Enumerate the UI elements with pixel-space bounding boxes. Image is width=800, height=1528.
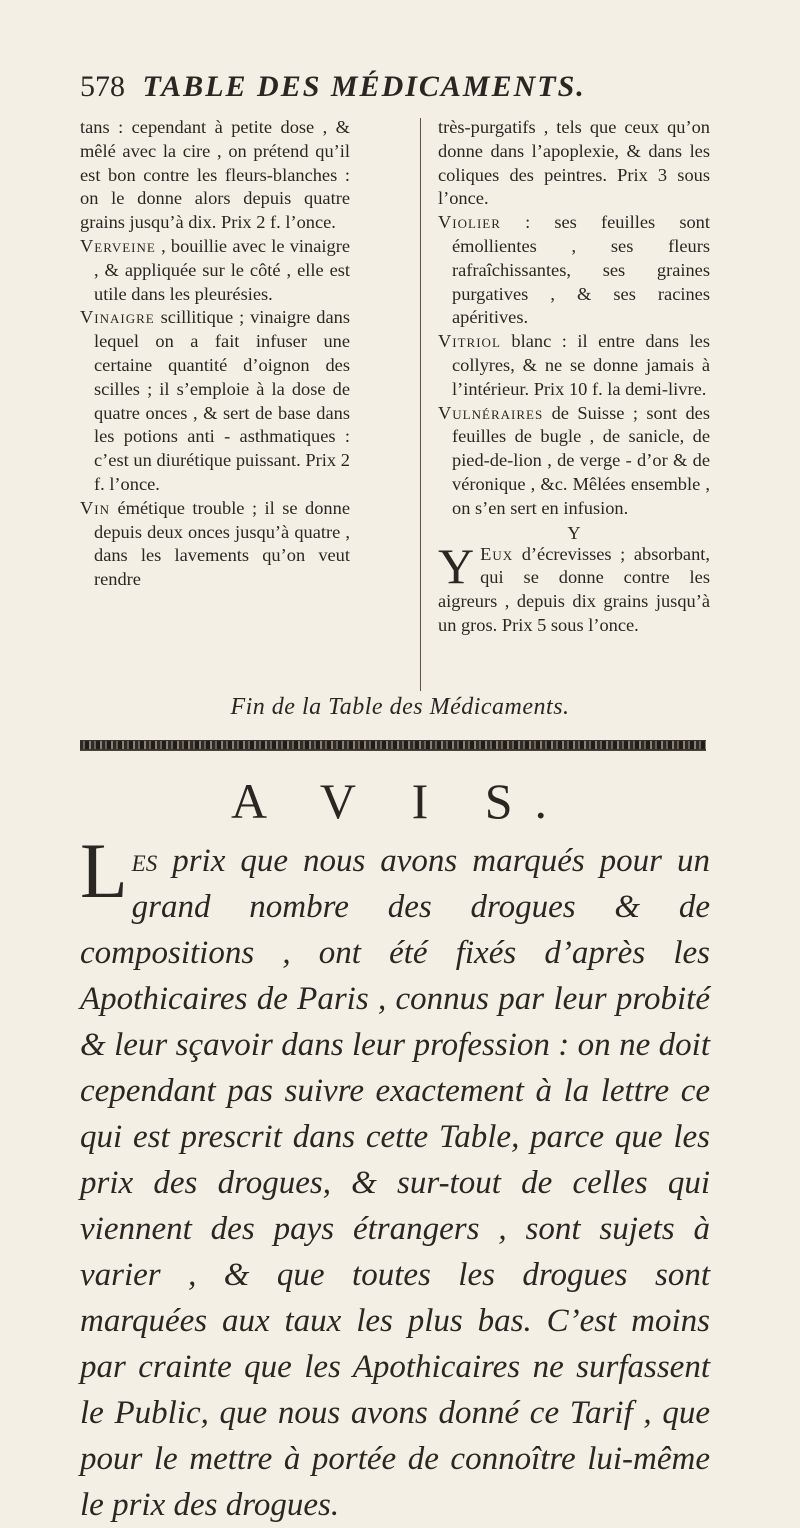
entry-head: Violier [438, 212, 501, 233]
entry-vinaigre [80, 306, 350, 496]
ornamental-rule [80, 740, 706, 750]
right-column [438, 116, 710, 638]
page-number: 578 [80, 70, 125, 103]
ornamental-rule-thin [80, 750, 706, 751]
end-of-table-line: Fin de la Table des Médicaments. [230, 694, 570, 720]
entry-head: Vin [80, 497, 110, 518]
entry-yeux [438, 537, 710, 638]
section-letter: Y [567, 522, 581, 543]
entry-text: d’écrevisses ; absorbant, qui se donne contre les aigreurs , depuis dix grains jusqu’à un gros. Prix 5 sous l’once. [438, 543, 710, 635]
header-title: TABLE DES MÉDICAMENTS. [142, 70, 586, 103]
left-column [80, 116, 350, 592]
entry-text: , bouillie avec le vinaigre , & appliquée sur le côté , elle est utile dans les pleurésies. [94, 235, 350, 304]
entry-violier [438, 211, 710, 330]
entry-text: : ses feuilles sont émollientes , ses fleurs rafraîchissantes, ses graines purgatives , & ses racines apéritives. [452, 212, 710, 328]
left-column-intro: tans : cependant à petite dose , & mêlé avec la cire , on prétend qu’il est bon contre les fleurs-blanches : on le donne alors depuis quatre grains jusqu’à dix. Prix 2 f. l’once. [80, 117, 350, 233]
entry-head: Vulnéraires [438, 402, 544, 423]
entry-head: Eux [480, 543, 514, 564]
right-column-intro: très-purgatifs , tels que ceux qu’on donne dans l’apoplexie, & dans les coliques des peintres. Prix 3 sous l’once. [438, 117, 710, 209]
entry-vitriol [438, 330, 710, 401]
column-divider [420, 118, 421, 691]
avis-title: A V I S. [230, 773, 570, 829]
entry-text: de Suisse ; sont des feuilles de bugle , de sanicle, de pied-de-lion , de verge - d’or & de véronique , &c. Mêlées ensemble , on s’en sert en infusion. [452, 402, 710, 518]
avis-first-word-rest: es [131, 843, 158, 879]
entry-text: scillitique ; vinaigre dans lequel on a fait infuser une certaine quantité d’oignon des scilles ; il s’emploie à la dose de quatre onces , & sert de base dans les potions anti - asthmatiques : c’est un diurétique puissant. Prix 2 f. l’once. [94, 307, 350, 494]
avis-drop-capital: L [80, 827, 128, 914]
drop-capital: Y [438, 537, 475, 594]
entry-vin [80, 497, 350, 592]
entry-head: Vitriol [438, 331, 501, 352]
entry-text: émétique trouble ; il se donne depuis deux onces jusqu’à quatre , dans les lavements qu’on veut rendre [94, 497, 350, 590]
entry-verveine [80, 235, 350, 306]
avis-body [80, 827, 710, 1528]
running-header [80, 70, 720, 104]
entry-head: Vinaigre [80, 307, 155, 328]
entry-vulneraires [438, 402, 710, 521]
avis-text: prix que nous avons marqués pour un grand nombre des drogues & de compositions , ont été fixés d’après les Apothicaires de Paris , connus par leur probité & leur sçavoir dans leur profession : on ne doit cependant pas suivre exactement à la lettre ce qui est prescrit dans cette Table, parce que les prix des drogues, & sur-tout de celles qui viennent des pays étrangers , sont sujets à varier , & que toutes les drogues sont marquées aux taux les plus bas. C’est moins par crainte que les Apothicaires ne surfassent le Public, que nous avons donné ce Tarif , que pour le mettre à portée de connoître lui-même le prix des drogues. [80, 843, 710, 1523]
entry-head: Verveine [80, 235, 156, 256]
entry-text: blanc : il entre dans les collyres, & ne se donne jamais à l’intérieur. Prix 10 f. la demi-livre. [452, 331, 710, 399]
